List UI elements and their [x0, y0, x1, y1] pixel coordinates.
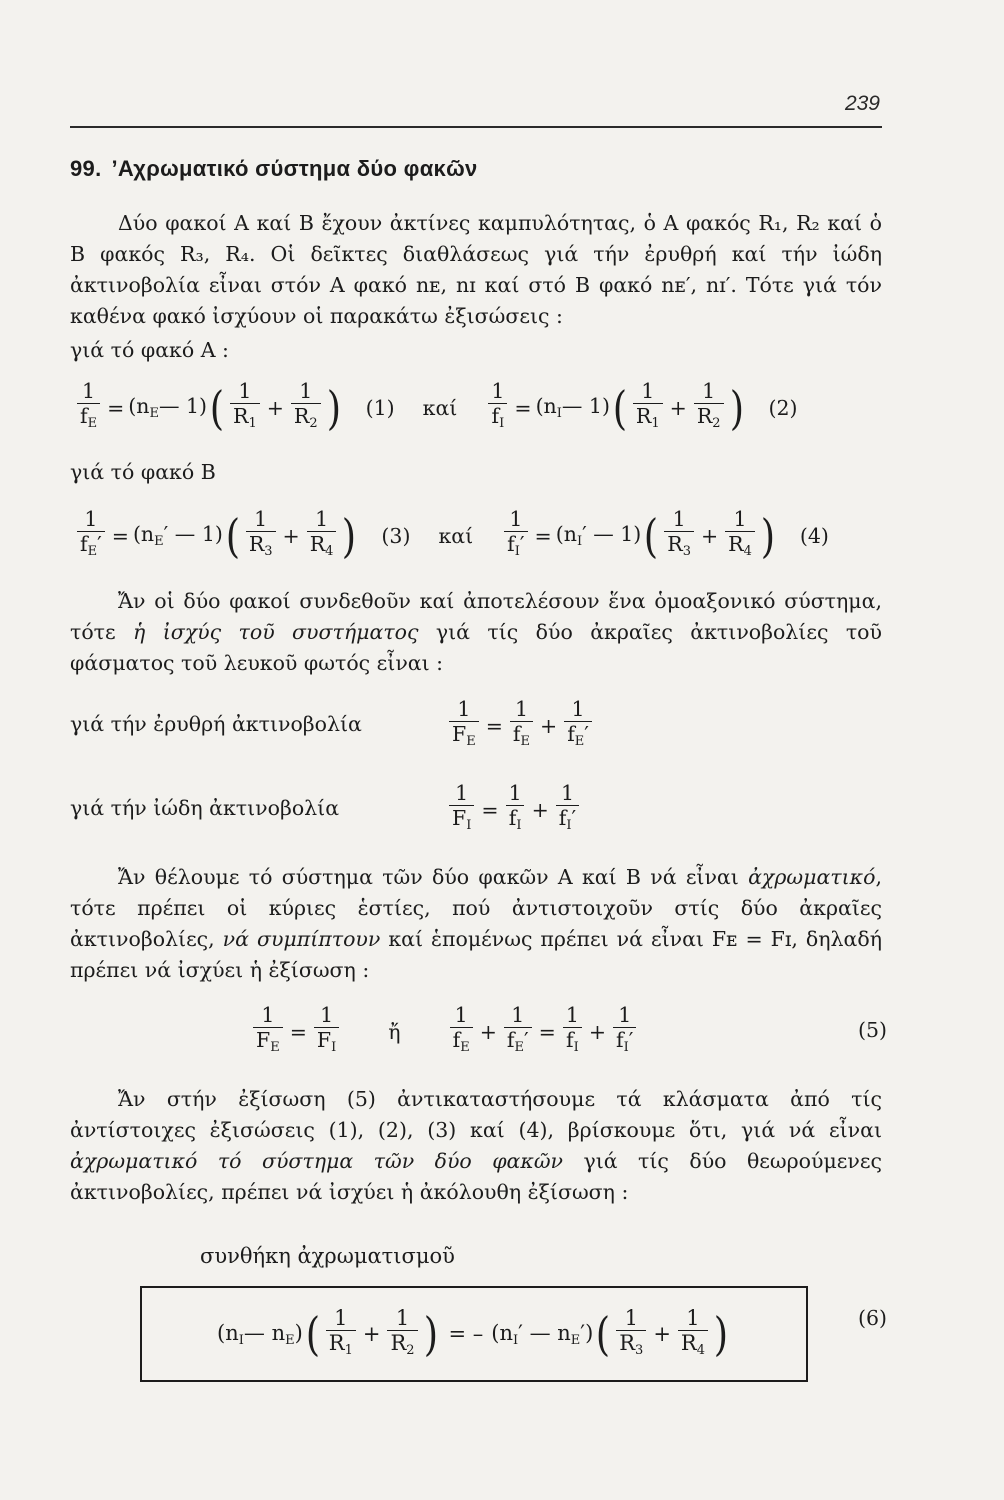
achromatism-condition-box: ($n_I—$ $n_E$) ( $\frac{1}{R_1}$ + $\frac{1}{R_2}$ ) = – ($n_I'$ — $n_E'$) ( $\frac{1}{R_3}$ + $\frac{1}{R_4}$ ) — [140, 1286, 808, 1382]
equation-tag-6: (6) — [858, 1306, 888, 1330]
page-number: 239 — [844, 92, 880, 115]
equation-violet-system: $\frac{1}{F_I}$ = $\frac{1}{f_I}$ + $\frac{1}{f_I'}$ — [446, 782, 582, 837]
equation-tag-5: (5) — [858, 1018, 888, 1042]
conjunction-and: καί — [438, 523, 474, 548]
lens-b-label: γιά τό φακό Β — [70, 460, 216, 484]
conjunction-and: καί — [422, 395, 458, 420]
header-rule — [70, 126, 882, 128]
equations-lens-a: $\frac{1}{f_E}$ = ($n_E—$ 1) ( $\frac{1}{R_1}$ + $\frac{1}{R_2}$ ) (1) καί $\frac{1}{f_I}$ = ($n_I—$ 1) ( $\frac{1}{R_1}$ + $\frac{1}{R_2}$ ) (2) — [74, 380, 798, 435]
equation-tag-1: (1) — [365, 395, 395, 420]
equation-red-system: $\frac{1}{F_E}$ = $\frac{1}{f_E}$ + $\frac{1}{f_E'}$ — [446, 698, 595, 753]
condition-title: συνθήκη ἀχρωματισμοῦ — [200, 1244, 455, 1268]
achromatic-paragraph: Ἄν θέλουμε τό σύστημα τῶν δύο φακῶν Α καί Β νά εἶναι ἀχρωματικό, τότε πρέπει οἱ κύριες ἑστίες, πού ἀντιστοιχοῦν στίς δύο ἀκραῖες ἀκτινοβολίες, νά συμπίπτουν καί ἑπομένως πρέπει νά εἶναι Fᴇ = Fɪ, δηλαδή πρέπει νά ἰσχύει ἡ ἐξίσωση : — [70, 865, 883, 982]
red-radiation-label: γιά τήν ἐρυθρή ἀκτινοβολία — [70, 712, 362, 736]
fraction-inverse-fi: $\frac{1}{f_I}$ — [488, 380, 507, 435]
fraction-inverse-fe: $\frac{1}{f_E}$ — [77, 380, 100, 435]
section-title: ’Αχρωματικό σύστημα δύο φακῶν — [111, 156, 478, 181]
equation-tag-2: (2) — [768, 395, 798, 420]
equation-tag-3: (3) — [381, 523, 411, 548]
equations-lens-b: $\frac{1}{f_E'}$ = ($n_E'$ — 1) ( $\frac{1}{R_3}$ + $\frac{1}{R_4}$ ) (3) καί $\frac{1}{f_I'}$ = ($n_I'$ — 1) ( $\frac{1}{R_3}$ + $\frac{1}{R_4}$ ) (4) — [74, 508, 829, 563]
violet-radiation-label: γιά τήν ἰώδη ἀκτινοβολία — [70, 796, 340, 820]
equation-5: $\frac{1}{F_E}$ = $\frac{1}{F_I}$ ἤ $\frac{1}{f_E}$ + $\frac{1}{f_E'}$ = $\frac{1}{f_I}$ + $\frac{1}{f_I'}$ — [250, 1004, 639, 1059]
section-number: 99. — [70, 156, 102, 181]
intro-paragraph: Δύο φακοί Α καί Β ἔχουν ἀκτίνες καμπυλότητας, ὁ Α φακός R₁, R₂ καί ὁ Β φακός R₃, R₄. Οἱ δεῖκτες διαθλάσεως γιά τήν ἐρυθρή καί τήν ἰώδη ἀκτινοβολία εἶναι στόν Α φακό nᴇ, nɪ καί στό Β φακό nᴇ′, nɪ′. Τότε γιά τόν καθένα φακό ἰσχύουν οἱ παρακάτω ἐξισώσεις : — [70, 211, 882, 328]
equation-tag-4: (4) — [799, 523, 829, 548]
system-paragraph: Ἄν οἱ δύο φακοί συνδεθοῦν καί ἀποτελέσουν ἕνα ὁμοαξονικό σύστημα, τότε ἡ ἰσχύς τοῦ συστήματος γιά τίς δύο ἀκραῖες ἀκτινοβολίες τοῦ φάσματος τοῦ λευκοῦ φωτός εἶναι : — [70, 589, 882, 675]
section-heading — [70, 156, 478, 182]
lens-a-label: γιά τό φακό Α : — [70, 338, 229, 362]
substitution-paragraph: Ἄν στήν ἐξίσωση (5) ἀντικαταστήσουμε τά κλάσματα ἀπό τίς ἀντίστοιχες ἐξισώσεις (1), (2), (3) καί (4), βρίσκουμε ὅτι, γιά νά εἶναι ἀχρωματικό τό σύστημα τῶν δύο φακῶν γιά τίς δύο θεωρούμενες ἀκτινοβολίες, πρέπει νά ἰσχύει ἡ ἀκόλουθη ἐξίσωση : — [70, 1087, 882, 1204]
or-word: ἤ — [388, 1019, 401, 1044]
